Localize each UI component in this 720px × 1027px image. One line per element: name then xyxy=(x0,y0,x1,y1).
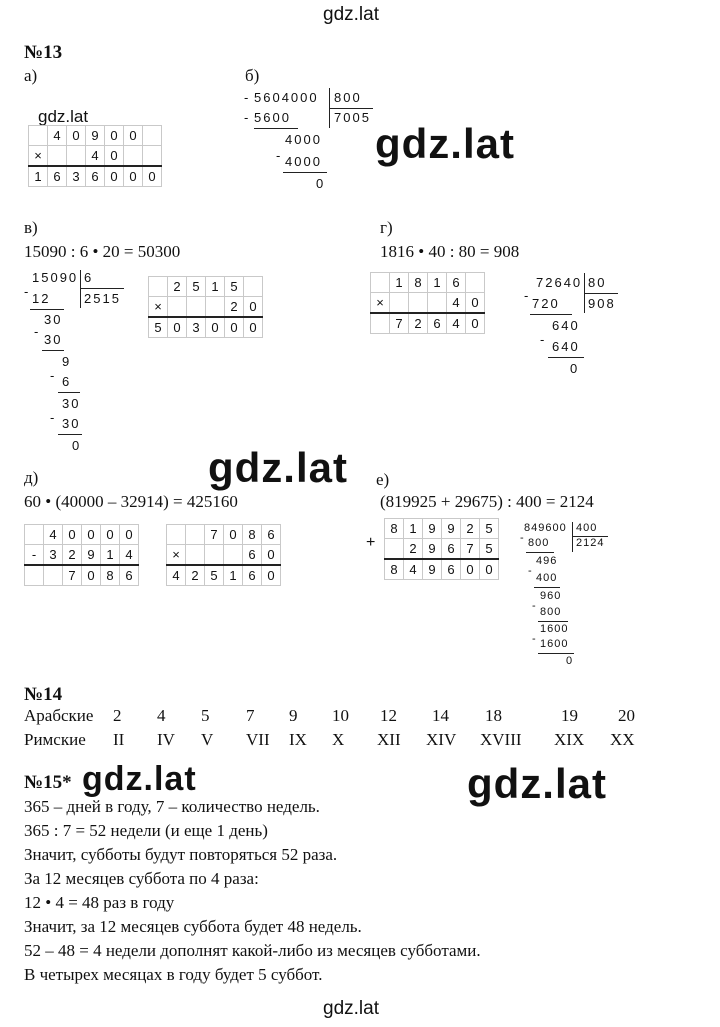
part-v-expression: 15090 : 6 • 20 = 50300 xyxy=(24,242,181,261)
part-e-expression: (819925 + 29675) : 400 = 2124 xyxy=(380,492,594,511)
solution-line: 365 : 7 = 52 недели (и еще 1 день) xyxy=(24,821,268,840)
solution-line: Значит, субботы будут повторяться 52 раза. xyxy=(24,845,338,864)
watermark-medium-n15: gdz.lat xyxy=(82,760,197,798)
arabic-numeral: 10 xyxy=(332,706,349,725)
watermark-small-a: gdz.lat xyxy=(38,107,89,126)
part-d-subtraction-grid: 4 0 0 0 0 - 3 2 9 1 4 7 0 8 6 xyxy=(24,524,139,586)
arabic-numeral: 12 xyxy=(380,706,397,725)
roman-row-label: Римские xyxy=(24,730,86,749)
arabic-numeral: 19 xyxy=(561,706,578,725)
part-v-multiplication-grid: 2 5 1 5 × 2 0 5 0 3 0 0 0 xyxy=(148,276,263,338)
arabic-numeral: 5 xyxy=(201,706,210,725)
task-14-title: №14 xyxy=(24,684,63,705)
roman-numeral: XIV xyxy=(426,730,457,749)
watermark-large-right: gdz.lat xyxy=(467,760,607,807)
task-15-title: №15* xyxy=(24,772,72,793)
part-e-plus-sign: + xyxy=(366,534,376,551)
part-v-label: в) xyxy=(24,218,38,237)
part-e-label: е) xyxy=(376,470,390,489)
part-g-expression: 1816 • 40 : 80 = 908 xyxy=(380,242,520,261)
arabic-numeral: 2 xyxy=(113,706,122,725)
roman-numeral: XII xyxy=(377,730,401,749)
watermark-large-b: gdz.lat xyxy=(375,120,515,167)
roman-numeral: XIX xyxy=(554,730,585,749)
part-a-multiplication-grid: 4 0 9 0 0 × 4 0 1 6 3 6 0 0 0 xyxy=(28,125,162,187)
roman-numeral: IX xyxy=(289,730,307,749)
solution-line: 52 – 48 = 4 недели дополнят какой-либо из месяцев субботами. xyxy=(24,941,481,960)
roman-numeral: X xyxy=(332,730,345,749)
roman-numeral: II xyxy=(113,730,125,749)
part-a-label: а) xyxy=(24,66,38,85)
solution-line: Значит, за 12 месяцев суббота будет 48 недель. xyxy=(24,917,362,936)
arabic-numeral: 20 xyxy=(618,706,635,725)
watermark-top: gdz.lat xyxy=(323,4,379,25)
roman-numeral: V xyxy=(201,730,214,749)
watermark-bottom: gdz.lat xyxy=(323,998,379,1019)
solution-line: В четырех месяцах в году будет 5 суббот. xyxy=(24,965,323,984)
roman-numeral: VII xyxy=(246,730,270,749)
roman-numeral: IV xyxy=(157,730,175,749)
solution-line: 12 • 4 = 48 раз в году xyxy=(24,893,175,912)
arabic-numeral: 7 xyxy=(246,706,255,725)
solution-line: За 12 месяцев суббота по 4 раза: xyxy=(24,869,259,888)
arabic-numeral: 14 xyxy=(432,706,449,725)
solution-line: 365 – дней в году, 7 – количество недель. xyxy=(24,797,320,816)
task-13-title: №13 xyxy=(24,42,63,63)
part-g-multiplication-grid: 1 8 1 6 × 4 0 7 2 6 4 0 xyxy=(370,272,485,334)
roman-numeral: XVIII xyxy=(480,730,522,749)
arabic-numeral: 18 xyxy=(485,706,502,725)
roman-numeral: XX xyxy=(610,730,635,749)
arabic-numeral: 4 xyxy=(157,706,166,725)
part-d-label: д) xyxy=(24,468,39,487)
arabic-numeral: 9 xyxy=(289,706,298,725)
part-b-label: б) xyxy=(245,66,260,85)
part-d-multiplication-grid: 7 0 8 6 × 6 0 4 2 5 1 6 0 xyxy=(166,524,281,586)
watermark-large-middle: gdz.lat xyxy=(208,444,348,491)
part-g-label: г) xyxy=(380,218,393,237)
part-e-addition-grid: 8 1 9 9 2 5 2 9 6 7 5 8 4 9 6 0 0 xyxy=(384,518,499,580)
part-d-expression: 60 • (40000 – 32914) = 425160 xyxy=(24,492,238,511)
arabic-row-label: Арабские xyxy=(24,706,94,725)
